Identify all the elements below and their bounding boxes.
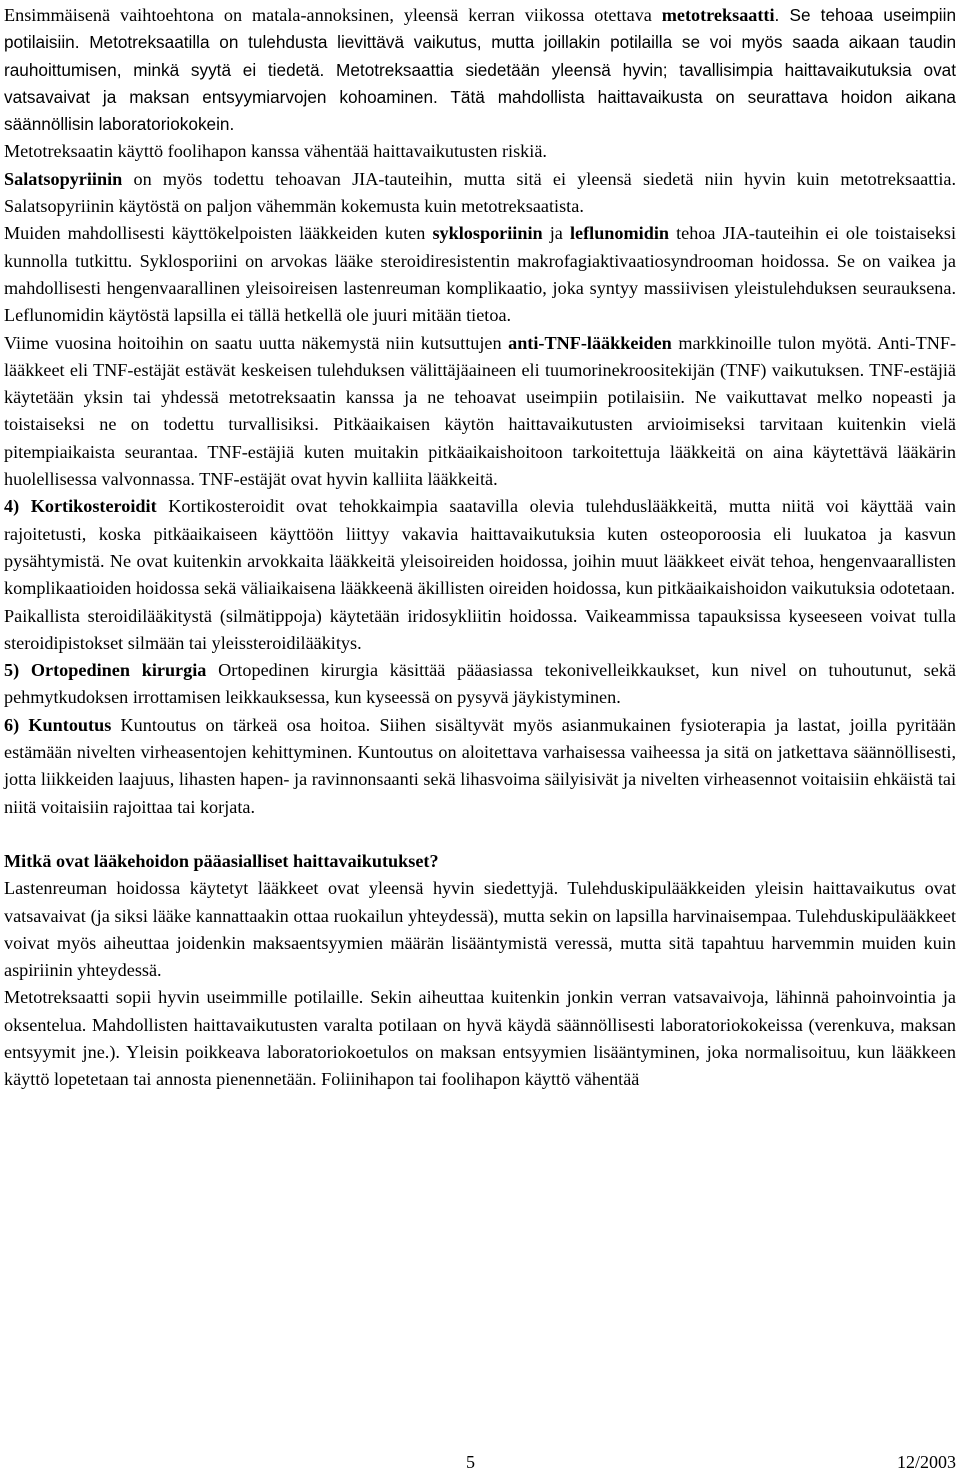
section-heading: Mitkä ovat lääkehoidon pääasialliset haittavaikutukset? (4, 850, 439, 871)
paragraph-methotrexate-side-effects (4, 984, 956, 1093)
paragraph-orthopedic-surgery (4, 657, 956, 712)
paragraph-salazopyrin (4, 166, 956, 221)
section-label: 6) Kuntoutus (4, 714, 112, 735)
text-run: on myös todettu tehoavan JIA-tauteihin, mutta sitä ei yleensä siedetä niin hyvin kuin metotreksaattia. Salatsopyriinin käytöstä on paljon vähemmän kokemusta kuin metotreksaatista. (4, 168, 956, 217)
text-run: Ensimmäisenä vaihtoehtona on matala-annoksinen, yleensä kerran viikossa otettava (4, 5, 662, 25)
bold-term: anti-TNF-lääkkeiden (508, 332, 672, 353)
paragraph-corticosteroids (4, 493, 956, 602)
page-number: 5 (466, 1452, 475, 1472)
paragraph-other-drugs (4, 220, 956, 329)
text-run: markkinoille tulon myötä. Anti-TNF-lääkkeet eli TNF-estäjät estävät keskeisen tulehduksen välittäjäaineen eli tuumorinekroositekijän (TNF) vaikutuksen. TNF-estäjiä käytetään yksin tai yhdessä metotreksaatin kanssa ja ne tehoavat useimpiin potilaisiin. Ne vaikuttavat melko nopeasti ja toistaiseksi ne on todettu turvallisiksi. Pitkäaikaisen käytön haittavaikutusten arvioimiseksi tarvitaan kuitenkin vielä pitempiaikaista seurantaa. TNF-estäjiä kuten muitakin pitkäaikaishoitoon tarkoitettuja lääkkeitä on aina käytettävä lääkärin huolellisessa valvonnassa. TNF-estäjät ovat hyvin kalliita lääkkeitä. (4, 332, 957, 490)
text-run: tehoa JIA-tauteihin ei ole toistaiseksi kunnolla tutkittu. Syklosporiini on arvokas lääke steroidiresistentin makrofagiaktivaatiosyndrooman hoidossa. Se on vaikea ja mahdollisesti hengenvaarallinen yleisoireisen lastenreuman komplikaatio, joka syntyy massiivisen yleistulehduksen seurauksena. Leflunomidin käytöstä lapsilla ei tällä hetkellä ole juuri mitään tietoa. (4, 223, 956, 326)
text-run: Metotreksaatin käyttö foolihapon kanssa vähentää haittavaikutusten riskiä. (4, 141, 547, 162)
text-run: ja (542, 223, 570, 244)
text-run: Kuntoutus on tärkeä osa hoitoa. Siihen sisältyvät myös asianmukainen fysioterapia ja lastat, joilla pyritään estämään nivelten virheasentojen kehittyminen. Kuntoutus on aloitettava varhaisessa vaiheessa ja sitä on jatkettava säännöllisesti, jotta liikkeiden laajuus, lihasten hapen- ja ravinnonsaanti sekä lihasvoima säilyisivät ja nivelten virheasennot voitaisiin ehkäistä tai niitä voitaisiin rajoittaa tai korjata. (4, 714, 956, 817)
paragraph-folic-acid (4, 138, 956, 165)
bold-term: Salatsopyriinin (4, 168, 123, 189)
bold-term: leflunomidin (569, 223, 669, 244)
text-run: Muiden mahdollisesti käyttökelpoisten lääkkeiden kuten (4, 223, 433, 244)
document-date: 12/2003 (896, 1452, 956, 1472)
page-footer (0, 1452, 960, 1480)
bold-term: syklosporiinin (432, 223, 543, 244)
text-run: Ortopedinen kirurgia käsittää pääasiassa tekonivelleikkaukset, kun nivel on tuhoutunut, sekä pehmytkudoksen irrottamisen leikkauksessa, kun kyseessä on pysyvä jäykistyminen. (4, 660, 956, 708)
text-run: Kortikosteroidit ovat tehokkaimpia saatavilla olevia tulehduslääkkeitä, mutta niitä voi käyttää vain rajoitetusti, koska pitkäaikaiseen käyttöön liittyy vakavia haittavaikutuksia kuten osteoporoosia eli luukatoa ja kasvun pysähtymistä. Ne ovat kuitenkin arvokkaita lääkkeitä yleisoireiden hoidossa, joihin muut lääkkeet eivät tehoa, hengenvaarallisten komplikaatioiden hoidossa sekä väliaikaisena lääkkeenä äkillisten oireiden hoidossa, kun pitkäaikaishoidon vaikutuksia odotetaan. (4, 496, 957, 599)
bold-term: metotreksaatti (661, 5, 775, 25)
paragraph-local-steroids (4, 603, 956, 658)
text-run: Paikallista steroidilääkitystä (silmätippoja) käytetään iridosykliitin hoidossa. Vaikeammissa tapauksissa kyseeseen voivat tulla steroidipistokset silmään tai yleissteroidilääkitys. (4, 605, 956, 653)
text-run: . Se tehoaa useimpiin potilaisiin. Metotreksaatilla on tulehdusta lievittävä vaikutus, mutta joillakin potilailla se voi myös saada aikaan taudin rauhoittumisen, minkä syytä ei tiedetä. Metotreksaattia siedetään yleensä hyvin; tavallisimpia haittavaikutuksia ovat vatsavaivat ja maksan entsyymiarvojen kohoaminen. Tätä mahdollista haittavaikusta on seurattava hoidon aikana säännöllisin laboratoriokokein. (4, 5, 957, 135)
paragraph-methotrexate (4, 2, 956, 138)
paragraph-anti-tnf (4, 330, 956, 494)
section-label: 5) Ortopedinen kirurgia (4, 660, 207, 681)
paragraph-rehabilitation (4, 712, 956, 821)
text-run: Lastenreuman hoidossa käytetyt lääkkeet ovat yleensä hyvin siedettyjä. Tulehduskipulääkkeiden yleisin haittavaikutus ovat vatsavaivat (ja siksi lääke kannattaakin ottaa ruokailun yhteydessä), mutta sekin on lapsilla harvinaisempaa. Tulehduskipulääkkeet voivat myös aiheuttaa joidenkin maksaentsyymien määrän lisääntymistä veressä, mutta sitä tapahtuu harvemmin muiden kuin aspiriinin yhteydessä. (4, 878, 956, 981)
section-label: 4) Kortikosteroidit (4, 496, 157, 517)
text-run: Metotreksaatti sopii hyvin useimmille potilaille. Sekin aiheuttaa kuitenkin jonkin verran vatsavaivoja, lähinnä pahoinvointia ja oksentelua. Mahdollisten haittavaikutusten varalta potilaan on hyvä käydä säännöllisesti laboratoriokokeissa (verenkuva, maksan entsyymit jne.). Yleisin poikkeava laboratoriokoetulos on maksan entsyymien lisääntyminen, joka normalisoituu, kun lääkkeen käyttö lopetetaan tai annosta pienennetään. Foliinihapon tai foolihapon käyttö vähentää (4, 987, 956, 1090)
paragraph-side-effects (4, 875, 956, 984)
text-run: Viime vuosina hoitoihin on saatu uutta näkemystä niin kutsuttujen (4, 332, 509, 353)
